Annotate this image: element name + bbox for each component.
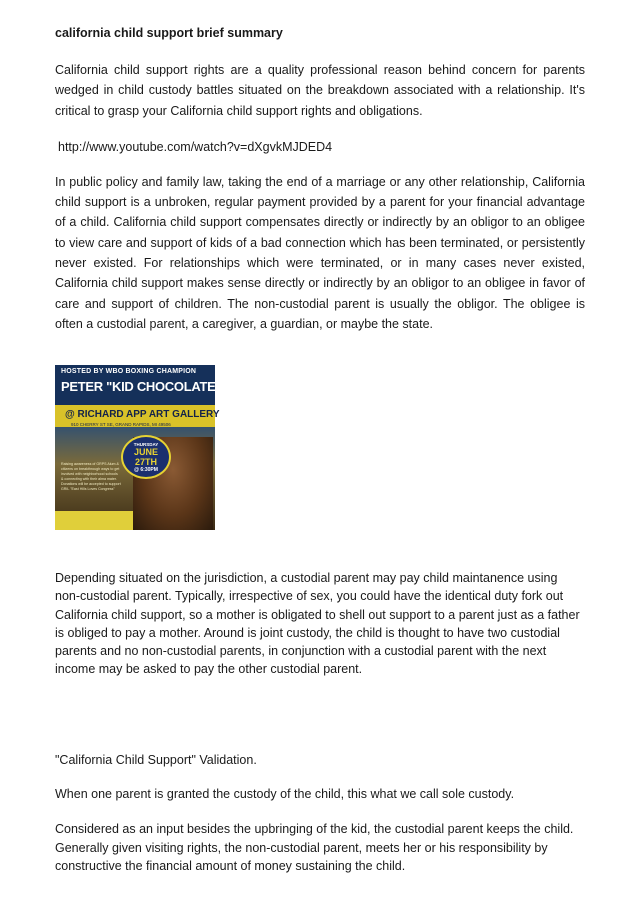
poster-address: 910 CHERRY ST SE, GRAND RAPIDS, MI 49506: [71, 422, 171, 428]
poster-name: PETER "KID CHOCOLATE" QUILLIN: [61, 379, 275, 395]
poster-date: JUNE 27TH: [133, 447, 158, 468]
document-page: [55, 20, 585, 875]
validation-heading: "California Child Support" Validation.: [55, 753, 257, 768]
poster-side-text: Raising awareness of GRPS Alum & citizens on breakthrough ways to get involved with neighborhood schools & connecting with their alma mater. Donations will be accepted to support GRIL "East Hills Loves Congress": [61, 462, 121, 492]
poster-time: @ 6:30PM: [134, 467, 158, 474]
poster-date-badge: [121, 435, 171, 479]
paragraph-visiting-rights: Considered as an input besides the upbringing of the kid, the custodial parent keeps the child. Generally given visiting rights, the non-custodial parent, meets her or his responsibility by constructive the financial amount of money sustaining the child.: [55, 822, 574, 873]
poster-day: THURSDAY: [133, 442, 159, 448]
paragraph-sole-custody: When one parent is granted the custody of the child, this what we call sole custody.: [55, 787, 515, 802]
document-title: california child support brief summary: [55, 26, 283, 40]
paragraph-intro: California child support rights are a quality professional reason behind concern for parents wedged in child custody battles situated on the breakdown associated with a relationship. It's critical to grasp your California child support rights and obligations.: [55, 63, 585, 118]
poster-hosted-by: HOSTED BY WBO BOXING CHAMPION: [61, 368, 197, 376]
paragraph-public-policy: In public policy and family law, taking the end of a marriage or any other relationship, California child support is a unbroken, regular payment provided by a parent for your financial advantage of a child. California child support compensates directly or indirectly by an obligor to an obligee to view care and support of kids of a bad connection which has been terminated, or persistently never existed. For relationships which were terminated, or in many cases never existed, California child support makes sense directly or indirectly by an obligor to an obligee in favor of care and support of children. The non-custodial parent is usually the obligor. The obligee is often a custodial parent, a caregiver, a guardian, or maybe the state.: [55, 174, 585, 331]
poster-footer-band: [55, 511, 133, 530]
poster-venue: @ RICHARD APP ART GALLERY: [65, 409, 220, 421]
boxing-event-poster-image: [55, 365, 275, 530]
paragraph-jurisdiction: Depending situated on the jurisdiction, a custodial parent may pay child maintanence using non-custodial parent. Typically, irrespective of sex, you could have the identical duty fork out California child support, so a mother is obligated to shell out support to a parent just as a father is obliged to pay a mother. Around is joint custody, the child is thought to have two custodial parents and no non-custodial parents, in conjunction with a custodial parent with the next income may be asked to pay the other custodial parent.: [55, 571, 580, 677]
youtube-link[interactable]: http://www.youtube.com/watch?v=dXgvkMJDED4: [58, 139, 333, 154]
